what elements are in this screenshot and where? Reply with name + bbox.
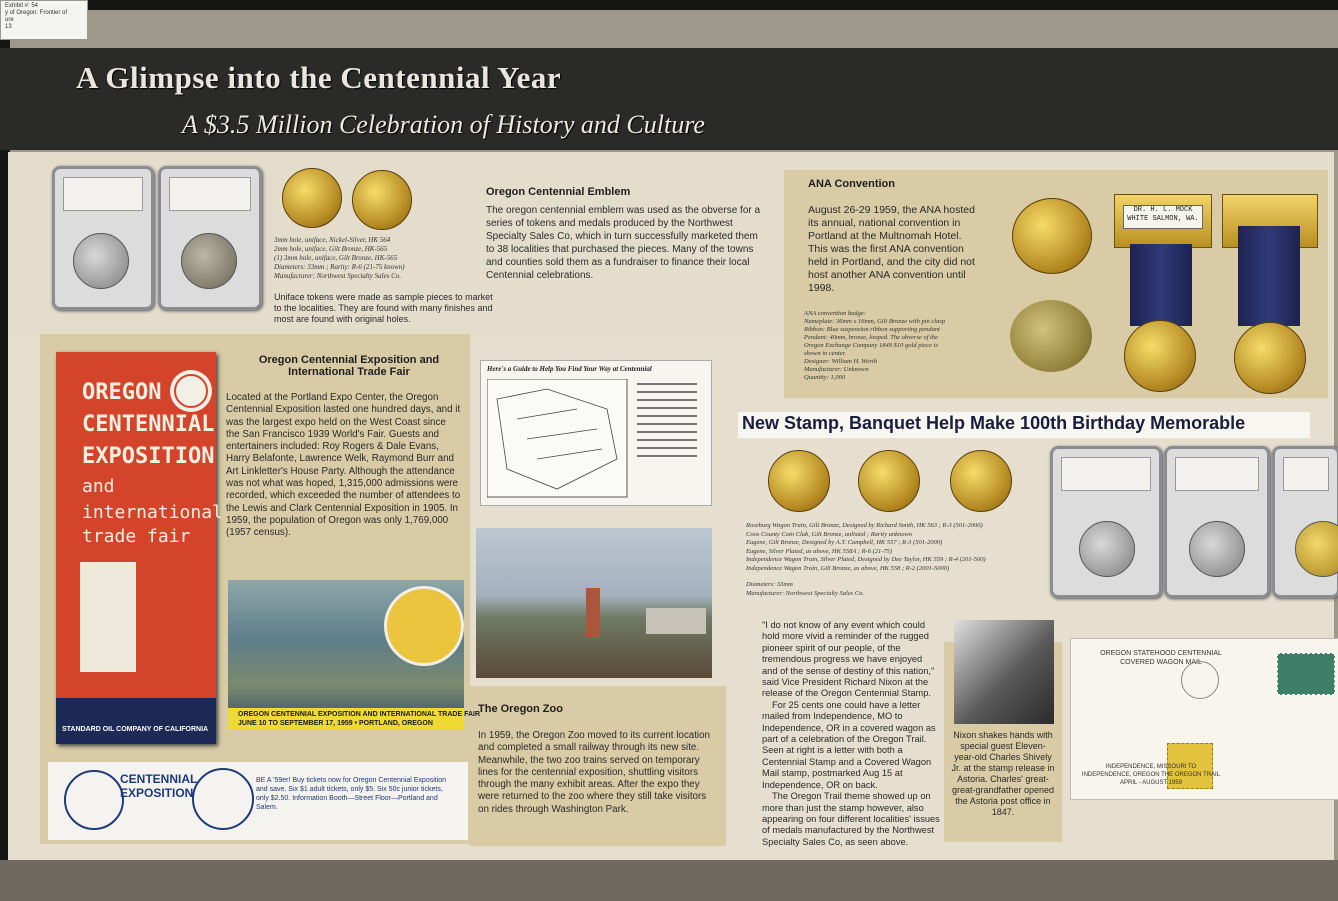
coin-slab — [1050, 446, 1162, 598]
silver-medal — [1189, 521, 1245, 577]
emblem-heading: Oregon Centennial Emblem — [486, 186, 631, 198]
water-tower — [586, 588, 600, 638]
zoo-photo — [476, 528, 712, 678]
coin-slab — [158, 166, 262, 310]
spec-line: ANA convention badge: — [804, 310, 866, 317]
brochure-word: international — [82, 502, 223, 523]
brochure-word: CENTENNIAL — [82, 412, 215, 437]
spec-line: 2mm hole, uniface, Gilt Bronze, HK-565 — [274, 245, 388, 253]
corner-label-line: y of Oregon: Frontier of — [5, 10, 68, 16]
corner-label-line: ure — [5, 17, 14, 23]
ana-badge-back — [1010, 300, 1092, 372]
nameplate-card — [1123, 205, 1203, 229]
silver-token — [73, 233, 129, 289]
ticket-ad — [48, 762, 468, 840]
chevron-logo-icon — [80, 562, 136, 672]
brochure-word: OREGON — [82, 380, 162, 405]
aerial-caption-line: OREGON CENTENNIAL EXPOSITION AND INTERNATIONAL TRADE FAIR — [238, 711, 481, 718]
cover-title — [1081, 649, 1241, 667]
expo-body: Located at the Portland Expo Center, the Oregon Centennial Exposition lasted one hundred days, and it was the largest expo held on the West Coast since the San Francisco 1939 World's Fair. Guests and entertainers included: Roy Rogers & Dale Evans, Harry Belafonte, Lawrence Welk, Raymond Burr and Art Linkletter's House Party. Although the attendance was not what was hoped, 1,315,000 admissions were recorded, which exceeded the number of attendees to the Lewis and Clark Centennial Exposition in 1905. In 1959, the population of Oregon was only 1,769,000 (1957 census). — [226, 392, 461, 539]
spec-line: Ribbon: Blue suspension ribbon supporting pendant — [804, 326, 940, 333]
slab-label — [169, 177, 251, 211]
wagon-medal — [950, 450, 1012, 512]
emblem-note: Uniface tokens were made as sample pieces to market to the localities. They are found with many finishes and most are found with original holes. — [274, 292, 493, 324]
page-subtitle: A $3.5 Million Celebration of History and Culture — [182, 110, 705, 139]
brochure-word: EXPOSITION — [82, 444, 215, 469]
state-seal-icon — [64, 770, 124, 830]
ticket-text: BE A '59er! Buy tickets now for Oregon Centennial Exposition and save. Six $1 adult tickets, only $5. Six 50c junior tickets, only $2.50. Information Booth—Street Floor—Portland and Salem. — [256, 777, 447, 811]
expo-brochure — [56, 352, 223, 744]
brochure-word: trade fair — [82, 526, 191, 547]
aerial-caption — [228, 708, 481, 730]
cover-bottom-text: INDEPENDENCE, MISSOURI TO INDEPENDENCE, OREGON THE OREGON TRAIL APRIL - AUGUST 1959 — [1081, 764, 1221, 786]
brochure-word: and — [82, 476, 115, 497]
cover-title-line: OREGON STATEHOOD CENTENNIAL — [1100, 650, 1222, 657]
slab-label — [1283, 457, 1329, 491]
wagon-medal — [768, 450, 830, 512]
stamp-banner-text: New Stamp, Banquet Help Make 100th Birthday Memorable — [742, 413, 1246, 433]
spec-line: shown in center. — [804, 350, 847, 357]
gilt-token — [352, 170, 412, 230]
centennial-stamp — [1277, 653, 1335, 695]
stamp-story — [762, 620, 940, 848]
expo-heading: Oregon Centennial Exposition and International Trade Fair — [258, 354, 440, 378]
centennial-seal-icon — [192, 768, 254, 830]
nixon-photo — [954, 620, 1054, 724]
ana-heading: ANA Convention — [808, 178, 895, 190]
expo-aerial-photo — [228, 580, 481, 730]
nixon-quote: "I do not know of any event which could hold more vivid a reminder of the rugged pioneer spirit of our people, of the tremendous progress we have enjoyed and of the sense of destiny of this nation," said Vice President Richard Nixon at the release of the Oregon Centennial Stamp. — [762, 620, 935, 699]
wagon-specs — [746, 522, 1046, 598]
bronze-token — [181, 233, 237, 289]
badge-pendant — [1234, 322, 1306, 394]
badge-ribbon — [1238, 226, 1300, 326]
spec-line: Manufacturer: Northwest Specialty Sales Co. — [274, 272, 402, 280]
spec-line: Coos County Coin Club, Gilt Bronze, unlisted ; Rarity unknown — [746, 530, 913, 538]
badge-nameplate — [1114, 194, 1212, 248]
zoo-body: In 1959, the Oregon Zoo moved to its current location and completed a small railway through its new site. Meanwhile, the two zoo trains served on temporary lines for the centennial exposition, shuttling visitors through the many exhibit areas. After the expo they were returned to the zoo where they still take visitors on rides through Washington Park. — [478, 730, 710, 815]
coin-slab — [52, 166, 154, 310]
spec-line: Pendant: 40mm, bronze, looped. The obverse of the — [804, 334, 939, 341]
trail-theme-text: The Oregon Trail theme showed up on more than just the stamp however, also appearing on four different localities' issues of medals manufactured by the Northwest Specialty Sales Co, as seen above. — [762, 791, 940, 847]
slab-label — [63, 177, 143, 211]
corner-label — [0, 0, 88, 40]
page-title: A Glimpse into the Centennial Year — [76, 60, 562, 95]
ana-body: August 26-29 1959, the ANA hosted its annual, national convention in Portland at the Multnomah Hotel. This was the first ANA convention held in Portland, and the city did not host another ANA convention until 1998. — [808, 204, 975, 294]
corner-label-line: Exhibit #: 54 — [5, 3, 39, 9]
corner-label-line: 13 — [5, 24, 12, 30]
gilt-medal — [1295, 521, 1338, 577]
spec-line: Designer: William H. Worth — [804, 358, 878, 365]
wagon-medal — [858, 450, 920, 512]
zoo-train — [646, 608, 706, 634]
wagon-mail-text: For 25 cents one could have a letter mailed from Independence, MO to Independence, OR in a covered wagon as part of a celebration of the Oregon Trail. Seen at right is a letter with both a Centennial Stamp and a Covered Wagon Mail stamp, postmarked Aug 15 at Independence, OR on back. — [762, 699, 936, 790]
spec-line: Eugene, Gilt Bronze, Designed by A.T. Campbell, HK 557 ; R-3 (501-2000) — [746, 539, 943, 546]
spec-line: Diameters: 33mm — [746, 581, 793, 588]
ana-badge-front — [1012, 198, 1092, 274]
spec-line: Independence Wagon Train, Silver Plated, Designed by Dee Taylor, HK 559 ; R-4 (201-500) — [746, 556, 986, 563]
silver-medal — [1079, 521, 1135, 577]
nameplate-line: WHITE SALMON, WA. — [1127, 215, 1199, 223]
slab-label — [1175, 457, 1259, 491]
spec-line: (1) 3mm hole, uniface, Gilt Bronze, HK-565 — [274, 254, 398, 262]
nixon-caption: Nixon shakes hands with special guest Eleven-year-old Charles Shively Jr. at the stamp release in Astoria. Charles' great-great-grandfather opened the Astoria post office in 1847. — [951, 730, 1055, 817]
nameplate-line: DR. H. L. MOCK — [1133, 206, 1193, 214]
spec-line: Diameters: 33mm ; Rarity: R-6 (21-75 known) — [274, 263, 405, 271]
badge-ribbon — [1130, 244, 1192, 326]
zoo-heading: The Oregon Zoo — [478, 703, 563, 715]
spec-line: Manufacturer: Unknown — [804, 366, 869, 373]
badge-pendant — [1124, 320, 1196, 392]
map-title: Here's a Guide to Help You Find Your Way at Centennial — [487, 365, 652, 373]
spec-line: Manufacturer: Northwest Specialty Sales Co. — [746, 589, 865, 597]
coin-slab — [1164, 446, 1270, 598]
wagon-mail-cover — [1070, 638, 1338, 800]
spec-line: Eugene, Silver Plated, as above, HK 558A ; R-6 (21-75) — [746, 547, 893, 555]
case-bottom — [0, 860, 1338, 901]
stamp-banner — [738, 412, 1310, 438]
slab-label — [1061, 457, 1151, 491]
brochure-footer-text: STANDARD OIL COMPANY OF CALIFORNIA — [62, 726, 209, 733]
spec-line: Roseburg Wagon Train, Gilt Bronze, Designed by Richard Smith, HK 563 ; R-3 (501-2000) — [746, 522, 983, 529]
spec-line: Independence Wagon Train, Gilt Bronze, as above, HK 558 ; R-2 (2001-5000) — [746, 564, 950, 572]
expo-map — [480, 360, 712, 506]
ticket-title: CENTENNIAL EXPOSITION — [120, 772, 198, 800]
gilt-token — [282, 168, 342, 228]
cover-title-line: COVERED WAGON MAIL — [1120, 659, 1202, 666]
spec-line: Nameplate: 36mm x 16mm, Gilt Bronze with pin clasp — [804, 318, 946, 325]
ana-specs — [804, 310, 1000, 382]
brochure-footer — [56, 698, 216, 744]
coin-slab — [1272, 446, 1338, 598]
spec-line: 3mm hole, uniface, Nickel-Silver, HK 564 — [274, 236, 391, 244]
map-drawing — [487, 379, 705, 499]
aerial-caption-line: JUNE 10 TO SEPTEMBER 17, 1959 • PORTLAND, OREGON — [238, 720, 433, 727]
spacer — [746, 573, 1046, 581]
spec-line: Quantity: 1,000 — [804, 374, 846, 381]
emblem-body: The oregon centennial emblem was used as the obverse for a series of tokens and medals produced by the Northwest Specialty Sales Co, which in turn successfully marketed them to 38 localities that purchased the pieces. Many of the towns and counties sold them as a fundraiser to finance their local Centennial celebrations. — [486, 205, 761, 281]
postmark — [1181, 661, 1219, 699]
emblem-specs — [274, 236, 474, 281]
spec-line: Oregon Exchange Company 1849 $10 gold piece is — [804, 342, 938, 349]
centennial-seal — [384, 586, 464, 666]
sun-icon — [174, 374, 208, 408]
